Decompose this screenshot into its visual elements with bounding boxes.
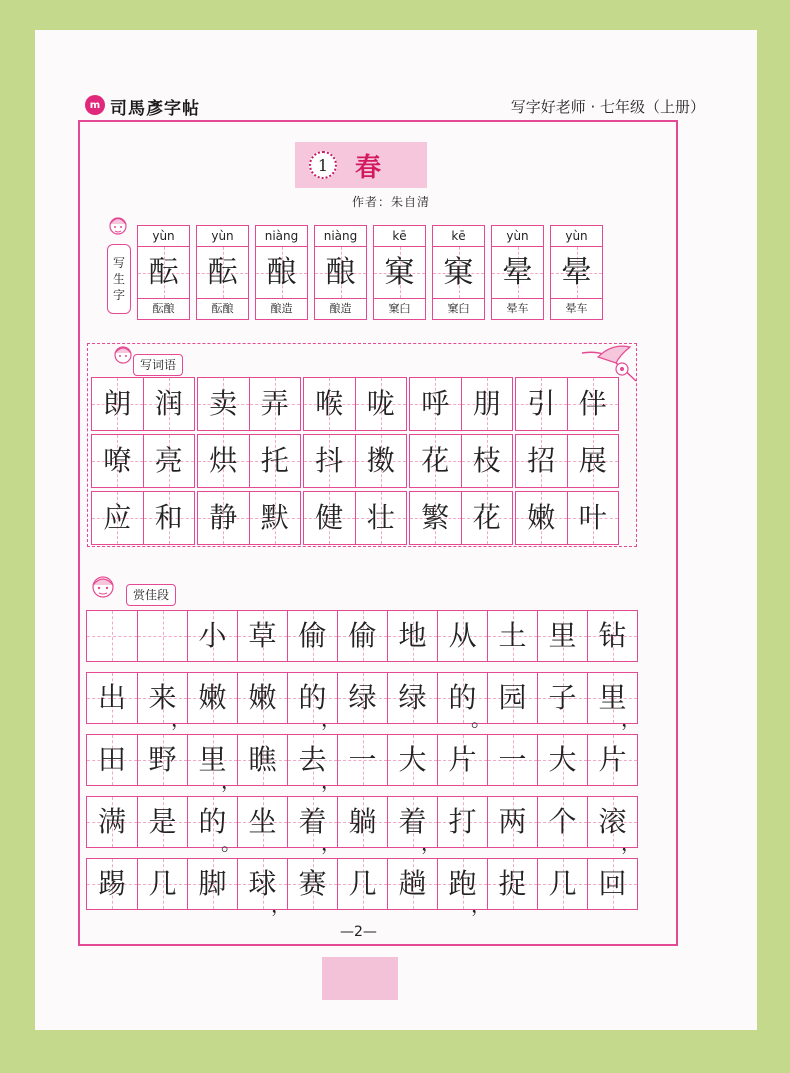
word-box xyxy=(197,434,301,488)
punctuation: ， xyxy=(321,707,341,731)
lesson-title: 春 xyxy=(355,152,382,183)
words-grid xyxy=(91,377,641,545)
word-char-cell xyxy=(92,435,143,487)
passage-char: 园 xyxy=(498,681,527,714)
passage-cell xyxy=(137,859,187,909)
passage-char: 滚 xyxy=(598,805,627,838)
word-char: 健 xyxy=(315,501,344,534)
word-char-cell xyxy=(355,492,407,544)
word-char-cell xyxy=(143,378,195,430)
passage-cell xyxy=(487,611,537,661)
pinyin: kē xyxy=(374,226,425,247)
new-char-card xyxy=(196,225,249,320)
passage-cell xyxy=(237,611,287,661)
word-char: 嘹 xyxy=(103,444,132,477)
passage-char: 绿 xyxy=(348,681,377,714)
passage-cell xyxy=(287,673,341,731)
passage-cell xyxy=(237,673,287,723)
passage-cell xyxy=(487,673,537,723)
passage-cell xyxy=(587,673,641,731)
passage-char: 子 xyxy=(548,681,577,714)
passage-cell xyxy=(437,859,491,917)
word-char-cell xyxy=(304,492,355,544)
passage-char: 出 xyxy=(97,681,126,714)
passage-char: 嫩 xyxy=(198,681,227,714)
passage-cell xyxy=(487,735,537,785)
passage-cell xyxy=(187,735,241,793)
word-char: 壮 xyxy=(366,501,395,534)
example-word: 酿造 xyxy=(329,302,352,315)
passage-cell xyxy=(387,673,437,723)
punctuation: ， xyxy=(321,769,341,793)
word-char: 朗 xyxy=(103,387,132,420)
passage-char: 绿 xyxy=(398,681,427,714)
char-box xyxy=(433,247,484,299)
word-box xyxy=(515,434,619,488)
lesson-title-box xyxy=(295,142,427,188)
passage-char: 着 xyxy=(298,805,327,838)
passage-char: 几 xyxy=(548,867,577,900)
example-word: 窠臼 xyxy=(447,302,470,315)
passage-cell xyxy=(187,673,237,723)
passage-char: 跑 xyxy=(448,867,477,900)
word-char-cell xyxy=(516,378,567,430)
word-char-cell xyxy=(304,378,355,430)
word-box xyxy=(197,377,301,431)
passage-char: 的 xyxy=(198,805,227,838)
passage-char: 去 xyxy=(298,743,327,776)
passage-char: 打 xyxy=(448,805,477,838)
char: 晕 xyxy=(502,255,533,290)
word-char-cell xyxy=(410,378,461,430)
word-char-cell xyxy=(198,378,249,430)
char: 酿 xyxy=(325,255,356,290)
punctuation: ， xyxy=(271,893,291,917)
punctuation: ， xyxy=(171,707,191,731)
char-box xyxy=(197,247,248,299)
word-box xyxy=(91,434,195,488)
passage-cell xyxy=(137,673,191,731)
passage-cell xyxy=(337,797,387,847)
word-char-cell xyxy=(198,492,249,544)
example-word: 窠臼 xyxy=(388,302,411,315)
passage-char: 一 xyxy=(348,743,377,776)
passage-cell xyxy=(187,797,241,855)
new-char-card xyxy=(491,225,544,320)
char-box xyxy=(492,247,543,299)
passage-char: 两 xyxy=(498,805,527,838)
passage-char: 大 xyxy=(398,743,427,776)
book-subtitle: 写字好老师 · 七年级（上册） xyxy=(510,98,705,116)
pinyin: yùn xyxy=(551,226,602,247)
char-box xyxy=(256,247,307,299)
word-char: 和 xyxy=(154,501,183,534)
word-box xyxy=(303,491,407,545)
passage-char: 大 xyxy=(548,743,577,776)
passage-label: 赏佳段 xyxy=(126,584,176,606)
passage-cell xyxy=(237,859,291,917)
passage-char: 里 xyxy=(598,681,627,714)
words-label: 写词语 xyxy=(133,354,183,376)
passage-cell xyxy=(337,735,387,785)
word-char: 喉 xyxy=(315,387,344,420)
passage-char: 着 xyxy=(398,805,427,838)
word-char-cell xyxy=(92,492,143,544)
word-box xyxy=(409,491,513,545)
word-char: 烘 xyxy=(209,444,238,477)
word-char-cell xyxy=(304,435,355,487)
passage-char: 土 xyxy=(498,619,527,652)
passage-char: 回 xyxy=(598,867,627,900)
word-char-cell xyxy=(567,435,619,487)
passage-cell xyxy=(87,859,137,909)
page-number: —2— xyxy=(340,924,377,940)
char: 窠 xyxy=(443,255,474,290)
new-chars-label xyxy=(107,244,131,314)
word-char-cell xyxy=(143,492,195,544)
passage-char: 赛 xyxy=(298,867,327,900)
passage-cell xyxy=(537,735,587,785)
passage-cell xyxy=(87,611,137,661)
punctuation: 。 xyxy=(471,707,491,731)
word-char-cell xyxy=(249,492,301,544)
char-box xyxy=(551,247,602,299)
word-char: 弄 xyxy=(260,387,289,420)
passage-cell xyxy=(587,735,637,785)
passage-char: 的 xyxy=(298,681,327,714)
word-box xyxy=(409,377,513,431)
passage-cell xyxy=(437,797,487,847)
passage-cell xyxy=(587,797,641,855)
punctuation: ， xyxy=(471,893,491,917)
lesson-number: 1 xyxy=(309,151,337,179)
passage-cell xyxy=(387,611,437,661)
word-char-cell xyxy=(567,492,619,544)
passage-cell xyxy=(337,859,387,909)
punctuation: ， xyxy=(221,769,241,793)
passage-cell xyxy=(587,859,637,909)
passage-char: 躺 xyxy=(348,805,377,838)
word-char-cell xyxy=(461,435,513,487)
passage-char: 里 xyxy=(548,619,577,652)
pinyin: niàng xyxy=(315,226,366,247)
passage-cell xyxy=(237,797,287,847)
pinyin: kē xyxy=(433,226,484,247)
passage-char: 几 xyxy=(348,867,377,900)
pinyin: yùn xyxy=(138,226,189,247)
new-char-card xyxy=(373,225,426,320)
word-char: 枝 xyxy=(472,444,501,477)
word-char: 引 xyxy=(527,387,556,420)
mascot-girl-icon xyxy=(86,570,120,604)
word-char: 应 xyxy=(103,501,132,534)
punctuation: ， xyxy=(621,831,641,855)
passage-row xyxy=(86,610,638,662)
word-char-cell xyxy=(516,435,567,487)
punctuation: 。 xyxy=(221,831,241,855)
bottom-tab xyxy=(322,957,398,1000)
word-box xyxy=(515,491,619,545)
passage-cell xyxy=(187,611,237,661)
passage-char: 个 xyxy=(548,805,577,838)
char: 晕 xyxy=(561,255,592,290)
word-char-cell xyxy=(249,378,301,430)
word-char-cell xyxy=(249,435,301,487)
passage-cell xyxy=(337,611,387,661)
example-word: 酝酿 xyxy=(152,302,175,315)
new-char-card xyxy=(255,225,308,320)
word-char-cell xyxy=(461,492,513,544)
char-box xyxy=(374,247,425,299)
word-char: 朋 xyxy=(472,387,501,420)
passage-char: 脚 xyxy=(198,867,227,900)
char: 酝 xyxy=(148,255,179,290)
word-char-cell xyxy=(516,492,567,544)
passage-char: 球 xyxy=(248,867,277,900)
passage-char: 田 xyxy=(97,743,126,776)
passage-char: 一 xyxy=(498,743,527,776)
passage-char: 几 xyxy=(148,867,177,900)
passage-char: 小 xyxy=(198,619,227,652)
brand-title: 司馬彥字帖 xyxy=(110,99,200,119)
word-box xyxy=(197,491,301,545)
passage-char: 的 xyxy=(448,681,477,714)
word-box xyxy=(515,377,619,431)
passage-cell xyxy=(387,859,437,909)
passage-char: 片 xyxy=(598,743,627,776)
passage-char: 地 xyxy=(398,619,427,652)
char-box xyxy=(138,247,189,299)
passage-char: 钻 xyxy=(598,619,627,652)
word-char: 伴 xyxy=(578,387,607,420)
word-char-cell xyxy=(143,435,195,487)
passage-char: 踢 xyxy=(97,867,126,900)
example-word: 晕车 xyxy=(565,302,588,315)
passage-cell xyxy=(87,735,137,785)
word-char: 花 xyxy=(421,444,450,477)
word-char-cell xyxy=(198,435,249,487)
passage-cell xyxy=(137,797,187,847)
word-char: 咙 xyxy=(366,387,395,420)
new-char-card xyxy=(550,225,603,320)
passage-cell xyxy=(537,859,587,909)
passage-char: 里 xyxy=(198,743,227,776)
passage-char: 嫩 xyxy=(248,681,277,714)
word-char-cell xyxy=(355,378,407,430)
passage-cell xyxy=(537,611,587,661)
new-char-card xyxy=(314,225,367,320)
passage-char: 草 xyxy=(248,619,277,652)
passage-cell xyxy=(437,735,487,785)
passage-cell xyxy=(137,735,187,785)
word-char: 亮 xyxy=(154,444,183,477)
grid-guide xyxy=(138,636,187,637)
passage-cell xyxy=(187,859,237,909)
word-char: 花 xyxy=(472,501,501,534)
word-box xyxy=(303,377,407,431)
word-char: 卖 xyxy=(209,387,238,420)
passage-cell xyxy=(387,735,437,785)
word-box xyxy=(303,434,407,488)
word-char: 展 xyxy=(578,444,607,477)
new-char-card xyxy=(137,225,190,320)
passage-cell xyxy=(87,797,137,847)
char-box xyxy=(315,247,366,299)
example-word: 晕车 xyxy=(506,302,529,315)
word-char-cell xyxy=(92,378,143,430)
word-char: 抖 xyxy=(315,444,344,477)
word-char-cell xyxy=(461,378,513,430)
passage-char: 来 xyxy=(148,681,177,714)
punctuation: ， xyxy=(321,831,341,855)
passage-row xyxy=(86,672,641,731)
passage-char: 偷 xyxy=(298,619,327,652)
word-char: 招 xyxy=(527,444,556,477)
passage-char: 偷 xyxy=(348,619,377,652)
passage-char: 捉 xyxy=(498,867,527,900)
punctuation: ， xyxy=(621,707,641,731)
word-char-cell xyxy=(355,435,407,487)
word-char: 呼 xyxy=(421,387,450,420)
passage-cell xyxy=(537,797,587,847)
passage-cell xyxy=(137,611,187,661)
word-char: 叶 xyxy=(578,501,607,534)
passage-cell xyxy=(537,673,587,723)
word-char-cell xyxy=(410,492,461,544)
passage-cell xyxy=(487,797,537,847)
passage-cell xyxy=(337,673,387,723)
new-char-card xyxy=(432,225,485,320)
logo-icon: m xyxy=(85,95,105,115)
punctuation: ， xyxy=(421,831,441,855)
word-char: 默 xyxy=(260,501,289,534)
author-line: 作者：朱自清 xyxy=(352,195,431,209)
passage-char: 片 xyxy=(448,743,477,776)
word-char: 静 xyxy=(209,501,238,534)
char: 窠 xyxy=(384,255,415,290)
passage-row xyxy=(86,858,638,917)
char: 酝 xyxy=(207,255,238,290)
passage-char: 野 xyxy=(148,743,177,776)
word-box xyxy=(409,434,513,488)
passage-char: 满 xyxy=(97,805,126,838)
new-chars-label-char: 写 xyxy=(112,256,125,270)
passage-char: 坐 xyxy=(248,805,277,838)
pinyin: yùn xyxy=(492,226,543,247)
passage-cell xyxy=(287,859,337,909)
char: 酿 xyxy=(266,255,297,290)
passage-cell xyxy=(287,611,337,661)
passage-cell xyxy=(387,797,441,855)
passage-cell xyxy=(587,611,637,661)
pinyin: yùn xyxy=(197,226,248,247)
passage-row xyxy=(86,734,638,793)
word-char: 嫩 xyxy=(527,501,556,534)
passage-char: 趟 xyxy=(398,867,427,900)
word-char: 润 xyxy=(154,387,183,420)
passage-cell xyxy=(237,735,287,785)
mascot-girl-icon xyxy=(103,210,133,240)
word-box xyxy=(91,491,195,545)
example-word: 酿造 xyxy=(270,302,293,315)
grid-guide xyxy=(87,636,137,637)
passage-cell xyxy=(87,673,137,723)
example-word: 酝酿 xyxy=(211,302,234,315)
word-char: 繁 xyxy=(421,501,450,534)
passage-cell xyxy=(287,735,341,793)
passage-cell xyxy=(437,673,491,731)
pinyin: niàng xyxy=(256,226,307,247)
passage-grid xyxy=(86,610,641,920)
word-char: 擞 xyxy=(366,444,395,477)
word-char-cell xyxy=(410,435,461,487)
passage-char: 是 xyxy=(148,805,177,838)
new-chars-grid xyxy=(137,225,603,320)
word-char: 托 xyxy=(260,444,289,477)
passage-cell xyxy=(487,859,537,909)
passage-row xyxy=(86,796,641,855)
new-chars-label-char: 字 xyxy=(112,288,125,302)
passage-char: 从 xyxy=(448,619,477,652)
word-box xyxy=(91,377,195,431)
passage-cell xyxy=(287,797,341,855)
new-chars-label-char: 生 xyxy=(112,272,125,286)
passage-cell xyxy=(437,611,487,661)
word-char-cell xyxy=(567,378,619,430)
passage-char: 瞧 xyxy=(248,743,277,776)
